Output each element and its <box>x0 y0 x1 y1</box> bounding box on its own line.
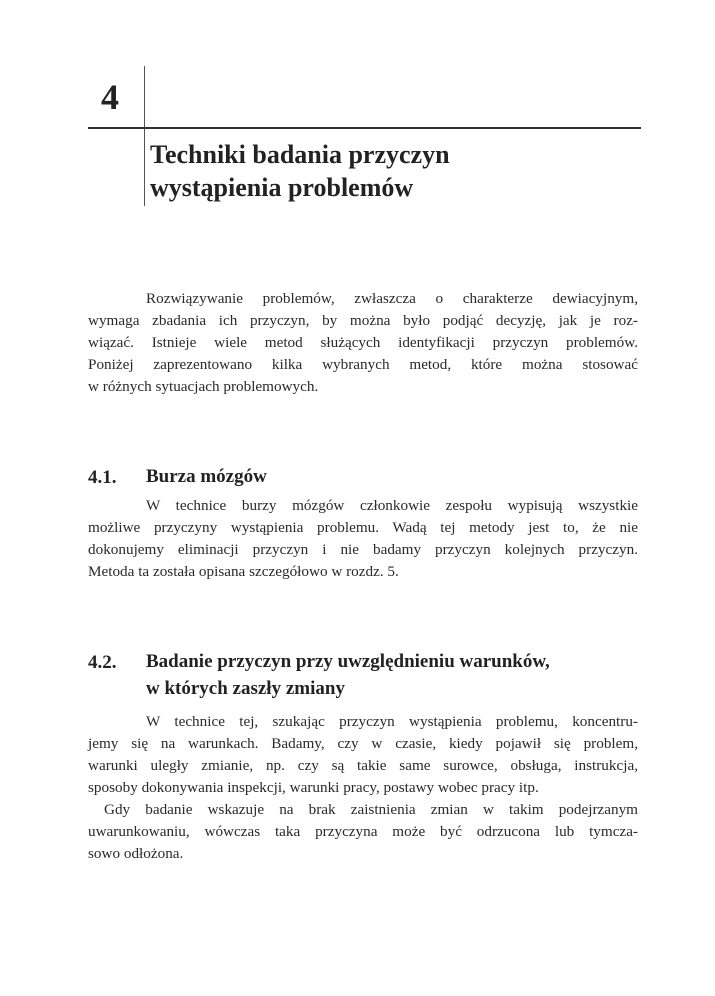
text-line: w różnych sytuacjach problemowych. <box>88 378 319 395</box>
text-line: Poniżej zaprezentowano kilka wybranych metod, które można stosować <box>88 356 638 373</box>
text-line: sposoby dokonywania inspekcji, warunki pracy, postawy wobec pracy itp. <box>88 779 539 796</box>
text-line: W technice burzy mózgów członkowie zespołu wypisują wszystkie <box>146 497 638 514</box>
text-line: Rozwiązywanie problemów, zwłaszcza o charakterze dewiacyjnym, <box>146 290 638 307</box>
chapter-vertical-rule <box>144 66 145 206</box>
chapter-title-line: Techniki badania przyczyn <box>150 140 450 169</box>
section-title-line: Badanie przyczyn przy uwzględnieniu warunków, <box>146 651 550 672</box>
chapter-number: 4 <box>101 77 119 117</box>
chapter-title-line: wystąpienia problemów <box>150 173 414 202</box>
text-line: wiązać. Istnieje wiele metod służących identyfikacji przyczyn problemów. <box>88 334 638 351</box>
section-title-line: Burza mózgów <box>146 466 267 487</box>
section-title <box>146 463 267 490</box>
text-line: warunki uległy zmianie, np. czy są takie same surowce, obsługa, instrukcja, <box>88 757 638 774</box>
section-title <box>146 648 550 702</box>
text-line: wymaga zbadania ich przyczyn, by można było podjąć decyzję, jak je roz- <box>88 312 638 329</box>
text-line: uwarunkowaniu, wówczas taka przyczyna może być odrzucona lub tymcza- <box>88 823 638 840</box>
text-line: jemy się na warunkach. Badamy, czy w czasie, kiedy pojawił się problem, <box>88 735 638 752</box>
section-title-line: w których zaszły zmiany <box>146 678 345 699</box>
chapter-title <box>150 138 450 204</box>
text-line: Gdy badanie wskazuje na brak zaistnienia zmian w takim podejrzanym <box>104 801 638 818</box>
text-line: W technice tej, szukając przyczyn wystąpienia problemu, koncentru- <box>146 713 638 730</box>
text-line: dokonujemy eliminacji przyczyn i nie badamy przyczyn kolejnych przyczyn. <box>88 541 638 558</box>
chapter-horizontal-rule <box>88 127 641 129</box>
text-line: Metoda ta została opisana szczegółowo w rozdz. 5. <box>88 563 399 580</box>
section-number: 4.2. <box>88 652 117 673</box>
section-number: 4.1. <box>88 467 117 488</box>
text-line: możliwe przyczyny wystąpienia problemu. Wadą tej metody jest to, że nie <box>88 519 638 536</box>
text-line: sowo odłożona. <box>88 845 184 862</box>
